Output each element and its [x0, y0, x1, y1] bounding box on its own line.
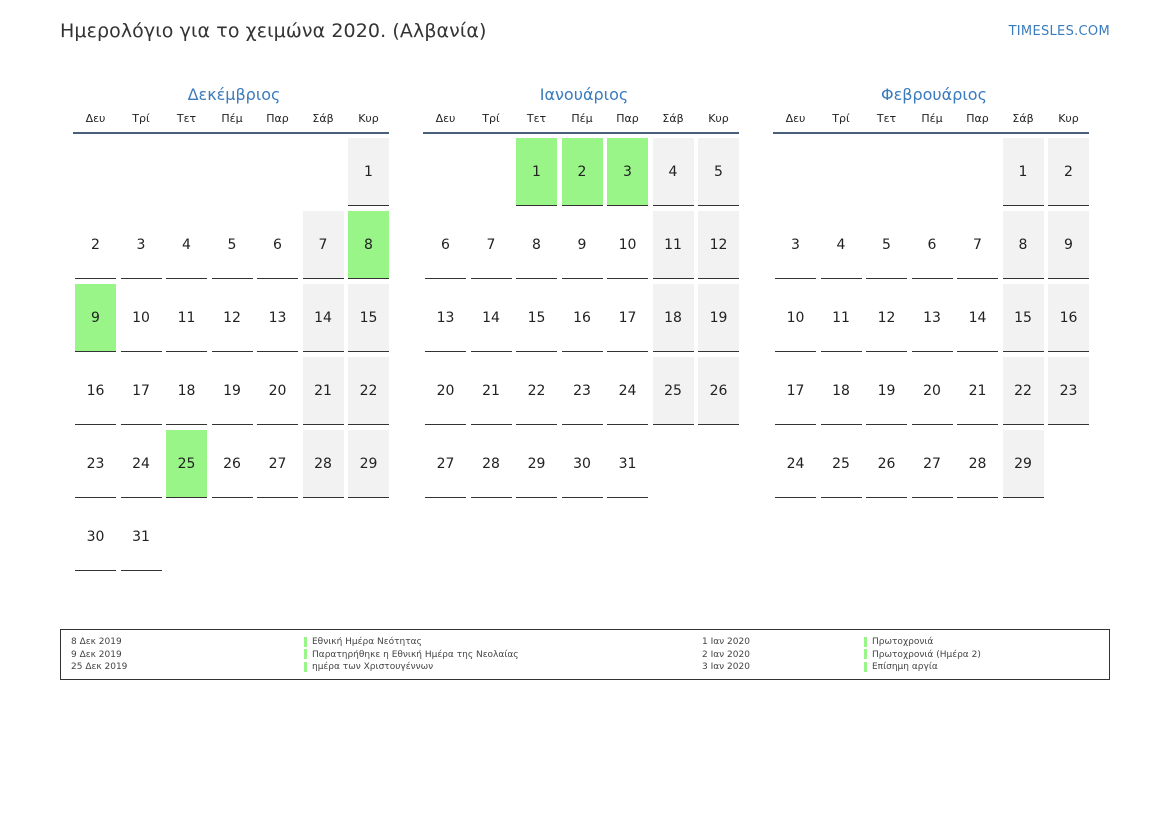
- weekday-label: Κυρ: [1058, 112, 1079, 125]
- empty-day-cell: [75, 138, 116, 206]
- empty-day-cell: [212, 138, 253, 206]
- day-cell: 19: [212, 357, 253, 425]
- legend-dates-right: [702, 636, 750, 674]
- empty-day-cell: [866, 138, 907, 206]
- day-cell: 16: [75, 357, 116, 425]
- day-cell: 19: [698, 284, 739, 352]
- legend-holiday-name: Πρωτοχρονιά (Ημέρα 2): [872, 649, 981, 660]
- legend-entry: [864, 661, 981, 674]
- day-cell: 25: [821, 430, 862, 498]
- day-cell: 23: [75, 430, 116, 498]
- day-cell: 12: [866, 284, 907, 352]
- empty-day-cell: [425, 138, 466, 206]
- day-cell: 26: [212, 430, 253, 498]
- weekday-header: [423, 110, 739, 134]
- site-link[interactable]: TIMESLES.COM: [1008, 24, 1110, 39]
- weekday-label: Πέμ: [921, 112, 943, 125]
- day-cell: 6: [425, 211, 466, 279]
- weekday-label: Πέμ: [571, 112, 593, 125]
- day-cell: 28: [957, 430, 998, 498]
- day-cell: 29: [516, 430, 557, 498]
- day-cell: 6: [257, 211, 298, 279]
- day-cell: 3: [775, 211, 816, 279]
- day-cell: 27: [425, 430, 466, 498]
- day-cell: 31: [121, 503, 162, 571]
- legend-names-right: [864, 636, 981, 674]
- legend-date: 25 Δεκ 2019: [71, 662, 128, 672]
- holiday-day-cell: 9: [75, 284, 116, 352]
- day-cell: 31: [607, 430, 648, 498]
- day-cell: 30: [562, 430, 603, 498]
- day-cell: 10: [121, 284, 162, 352]
- holiday-day-cell: 8: [348, 211, 389, 279]
- day-cell: 25: [653, 357, 694, 425]
- holiday-swatch: [304, 637, 307, 647]
- holiday-day-cell: 1: [516, 138, 557, 206]
- weekday-label: Δευ: [785, 112, 806, 125]
- legend-date: 3 Ιαν 2020: [702, 662, 750, 672]
- day-cell: 4: [821, 211, 862, 279]
- day-cell: 13: [425, 284, 466, 352]
- day-cell: 15: [348, 284, 389, 352]
- day-cell: 26: [866, 430, 907, 498]
- page-title: Ημερολόγιο για το χειμώνα 2020. (Αλβανία): [60, 20, 487, 42]
- day-cell: 1: [1003, 138, 1044, 206]
- day-grid: [75, 138, 393, 571]
- empty-day-cell: [775, 138, 816, 206]
- day-cell: 29: [1003, 430, 1044, 498]
- day-cell: 5: [866, 211, 907, 279]
- weekday-label: Τετ: [876, 112, 897, 125]
- weekday-label: Τρί: [832, 112, 850, 125]
- holiday-day-cell: 2: [562, 138, 603, 206]
- day-cell: 10: [775, 284, 816, 352]
- month-january: [425, 82, 743, 498]
- day-cell: 9: [1048, 211, 1089, 279]
- legend-holiday-name: Παρατηρήθηκε η Εθνική Ημέρα της Νεολαίας: [312, 649, 519, 660]
- day-cell: 23: [562, 357, 603, 425]
- day-cell: 29: [348, 430, 389, 498]
- legend-holiday-name: Εθνική Ημέρα Νεότητας: [312, 637, 422, 647]
- day-cell: 21: [471, 357, 512, 425]
- day-cell: 13: [257, 284, 298, 352]
- holiday-legend: [60, 629, 1110, 680]
- empty-day-cell: [166, 138, 207, 206]
- day-grid: [775, 138, 1093, 498]
- day-cell: 17: [607, 284, 648, 352]
- legend-dates-left: [71, 636, 127, 674]
- day-cell: 4: [653, 138, 694, 206]
- weekday-label: Δευ: [435, 112, 456, 125]
- day-cell: 11: [653, 211, 694, 279]
- holiday-swatch: [864, 649, 867, 659]
- day-cell: 8: [516, 211, 557, 279]
- day-cell: 23: [1048, 357, 1089, 425]
- day-cell: 15: [1003, 284, 1044, 352]
- empty-day-cell: [303, 138, 344, 206]
- day-cell: 8: [1003, 211, 1044, 279]
- day-cell: 2: [75, 211, 116, 279]
- day-cell: 9: [562, 211, 603, 279]
- day-cell: 20: [425, 357, 466, 425]
- holiday-swatch: [304, 649, 307, 659]
- day-cell: 12: [698, 211, 739, 279]
- weekday-label: Σάβ: [662, 112, 684, 125]
- day-cell: 5: [698, 138, 739, 206]
- weekday-label: Παρ: [966, 112, 989, 125]
- day-cell: 12: [212, 284, 253, 352]
- weekday-label: Κυρ: [358, 112, 379, 125]
- day-cell: 18: [166, 357, 207, 425]
- month-title: Φεβρουάριος: [881, 85, 987, 104]
- day-cell: 2: [1048, 138, 1089, 206]
- day-cell: 5: [212, 211, 253, 279]
- legend-date: 1 Ιαν 2020: [702, 637, 750, 647]
- day-cell: 4: [166, 211, 207, 279]
- day-cell: 18: [653, 284, 694, 352]
- day-cell: 11: [166, 284, 207, 352]
- day-cell: 21: [957, 357, 998, 425]
- day-cell: 3: [121, 211, 162, 279]
- day-cell: 27: [912, 430, 953, 498]
- day-cell: 1: [348, 138, 389, 206]
- day-grid: [425, 138, 743, 498]
- day-cell: 17: [121, 357, 162, 425]
- day-cell: 28: [303, 430, 344, 498]
- day-cell: 11: [821, 284, 862, 352]
- weekday-label: Σάβ: [1012, 112, 1034, 125]
- day-cell: 17: [775, 357, 816, 425]
- empty-day-cell: [121, 138, 162, 206]
- legend-date: 9 Δεκ 2019: [71, 649, 122, 660]
- holiday-swatch: [864, 662, 867, 672]
- holiday-swatch: [304, 662, 307, 672]
- day-cell: 7: [303, 211, 344, 279]
- empty-day-cell: [471, 138, 512, 206]
- legend-entry: [304, 661, 519, 674]
- month-december: [75, 82, 393, 571]
- weekday-label: Κυρ: [708, 112, 729, 125]
- weekday-label: Παρ: [616, 112, 639, 125]
- day-cell: 14: [471, 284, 512, 352]
- day-cell: 27: [257, 430, 298, 498]
- day-cell: 20: [912, 357, 953, 425]
- day-cell: 21: [303, 357, 344, 425]
- holiday-swatch: [864, 637, 867, 647]
- empty-day-cell: [821, 138, 862, 206]
- legend-entry: [304, 649, 519, 662]
- weekday-label: Τρί: [132, 112, 150, 125]
- day-cell: 7: [471, 211, 512, 279]
- holiday-day-cell: 3: [607, 138, 648, 206]
- day-cell: 22: [516, 357, 557, 425]
- legend-holiday-name: ημέρα των Χριστουγέννων: [312, 662, 434, 672]
- day-cell: 16: [562, 284, 603, 352]
- day-cell: 6: [912, 211, 953, 279]
- day-cell: 7: [957, 211, 998, 279]
- empty-day-cell: [957, 138, 998, 206]
- empty-day-cell: [912, 138, 953, 206]
- legend-entry: [864, 636, 981, 649]
- day-cell: 14: [303, 284, 344, 352]
- day-cell: 14: [957, 284, 998, 352]
- day-cell: 24: [121, 430, 162, 498]
- day-cell: 30: [75, 503, 116, 571]
- weekday-label: Τετ: [526, 112, 547, 125]
- weekday-label: Σάβ: [312, 112, 334, 125]
- day-cell: 20: [257, 357, 298, 425]
- weekday-header: [773, 110, 1089, 134]
- day-cell: 15: [516, 284, 557, 352]
- month-title: Δεκέμβριος: [187, 85, 281, 104]
- day-cell: 24: [775, 430, 816, 498]
- day-cell: 16: [1048, 284, 1089, 352]
- month-title: Ιανουάριος: [539, 85, 629, 104]
- legend-entry: [304, 636, 519, 649]
- day-cell: 10: [607, 211, 648, 279]
- day-cell: 26: [698, 357, 739, 425]
- legend-holiday-name: Πρωτοχρονιά: [872, 637, 934, 647]
- month-february: [775, 82, 1093, 498]
- legend-holiday-name: Επίσημη αργία: [872, 662, 938, 672]
- legend-names-left: [304, 636, 519, 674]
- weekday-header: [73, 110, 389, 134]
- day-cell: 18: [821, 357, 862, 425]
- holiday-day-cell: 25: [166, 430, 207, 498]
- day-cell: 19: [866, 357, 907, 425]
- weekday-label: Τετ: [176, 112, 197, 125]
- weekday-label: Πέμ: [221, 112, 243, 125]
- legend-entry: [864, 649, 981, 662]
- legend-date: 8 Δεκ 2019: [71, 637, 122, 647]
- day-cell: 24: [607, 357, 648, 425]
- weekday-label: Δευ: [85, 112, 106, 125]
- day-cell: 13: [912, 284, 953, 352]
- weekday-label: Παρ: [266, 112, 289, 125]
- weekday-label: Τρί: [482, 112, 500, 125]
- day-cell: 22: [348, 357, 389, 425]
- day-cell: 28: [471, 430, 512, 498]
- day-cell: 22: [1003, 357, 1044, 425]
- empty-day-cell: [257, 138, 298, 206]
- legend-date: 2 Ιαν 2020: [702, 649, 750, 660]
